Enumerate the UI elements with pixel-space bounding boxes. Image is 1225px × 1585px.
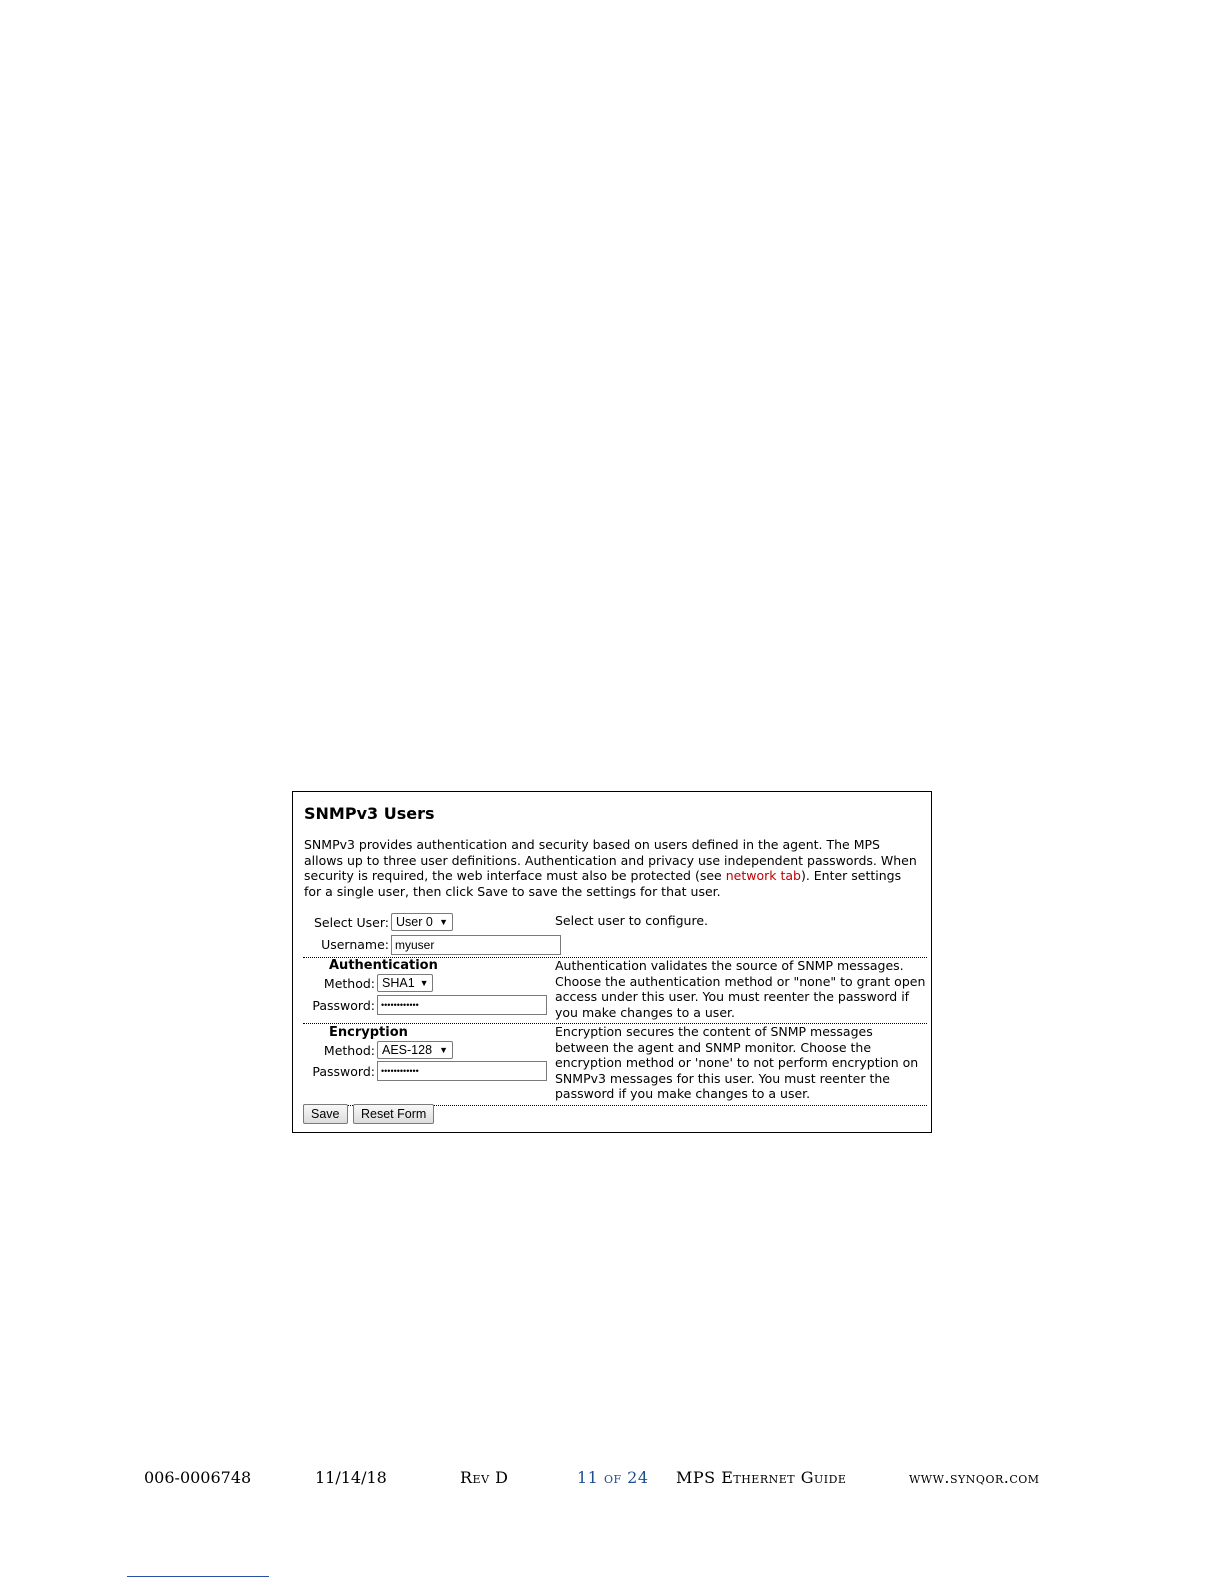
enc-method-value: AES-128 bbox=[382, 1043, 433, 1057]
bottom-rule bbox=[127, 1576, 269, 1577]
enc-password-label: Password: bbox=[312, 1064, 375, 1079]
intro-paragraph bbox=[304, 837, 919, 899]
auth-method-dropdown[interactable] bbox=[377, 974, 433, 992]
page-footer bbox=[0, 1466, 1225, 1490]
enc-method-dropdown[interactable] bbox=[377, 1041, 453, 1059]
select-user-dropdown[interactable] bbox=[391, 913, 453, 931]
chevron-down-icon: ▼ bbox=[419, 978, 429, 988]
enc-password-input[interactable]: •••••••••••• bbox=[377, 1061, 547, 1081]
chevron-down-icon: ▼ bbox=[439, 1045, 448, 1055]
authentication-help-text: Authentication validates the source of SNMP messages. Choose the authentication method or "none" to grant open access under this user. You must reenter the password if you make changes to a user. bbox=[555, 958, 926, 1020]
snmpv3-users-panel bbox=[292, 791, 932, 1133]
auth-password-input[interactable]: •••••••••••• bbox=[377, 995, 547, 1015]
website: www.synqor.com bbox=[909, 1468, 1040, 1487]
page-number: 11 of 24 bbox=[577, 1468, 649, 1487]
user-section bbox=[303, 910, 927, 958]
reset-form-button[interactable]: Reset Form bbox=[353, 1104, 434, 1124]
auth-password-label: Password: bbox=[312, 998, 375, 1013]
select-user-label: Select User: bbox=[313, 915, 389, 930]
panel-title: SNMPv3 Users bbox=[304, 804, 435, 823]
authentication-section bbox=[303, 958, 927, 1024]
intro-text: SNMPv3 provides authentication and security based on users defined in the agent. The MPS allows up to three user definitions. Authentication and privacy use independent passwords. When security is required, the web interface must also be protected (see bbox=[304, 837, 917, 884]
username-label: Username: bbox=[321, 937, 389, 952]
document-revision: Rev D bbox=[460, 1468, 509, 1487]
user-help-text: Select user to configure. bbox=[555, 913, 708, 928]
network-tab-link[interactable]: network tab bbox=[725, 868, 801, 884]
authentication-heading: Authentication bbox=[329, 958, 438, 973]
username-input[interactable]: myuser bbox=[391, 935, 561, 955]
document-date: 11/14/18 bbox=[315, 1468, 387, 1487]
encryption-section bbox=[303, 1024, 927, 1106]
guide-title: MPS Ethernet Guide bbox=[676, 1468, 847, 1487]
save-button[interactable]: Save bbox=[303, 1104, 348, 1124]
encryption-heading: Encryption bbox=[329, 1025, 408, 1040]
document-number: 006-0006748 bbox=[144, 1468, 252, 1487]
intro-text-end: ). Enter settings for a single user, then click Save to save the settings for that user. bbox=[304, 868, 902, 899]
enc-method-label: Method: bbox=[323, 1043, 375, 1058]
auth-method-value: SHA1 bbox=[382, 976, 415, 990]
encryption-help-text: Encryption secures the content of SNMP messages between the agent and SNMP monitor. Choose the encryption method or 'none' to not perform encryption on SNMPv3 messages for this user. You must reenter the password if you make changes to a user. bbox=[555, 1024, 919, 1102]
chevron-down-icon: ▼ bbox=[439, 917, 448, 927]
select-user-value: User 0 bbox=[396, 915, 433, 929]
auth-method-label: Method: bbox=[323, 976, 375, 991]
